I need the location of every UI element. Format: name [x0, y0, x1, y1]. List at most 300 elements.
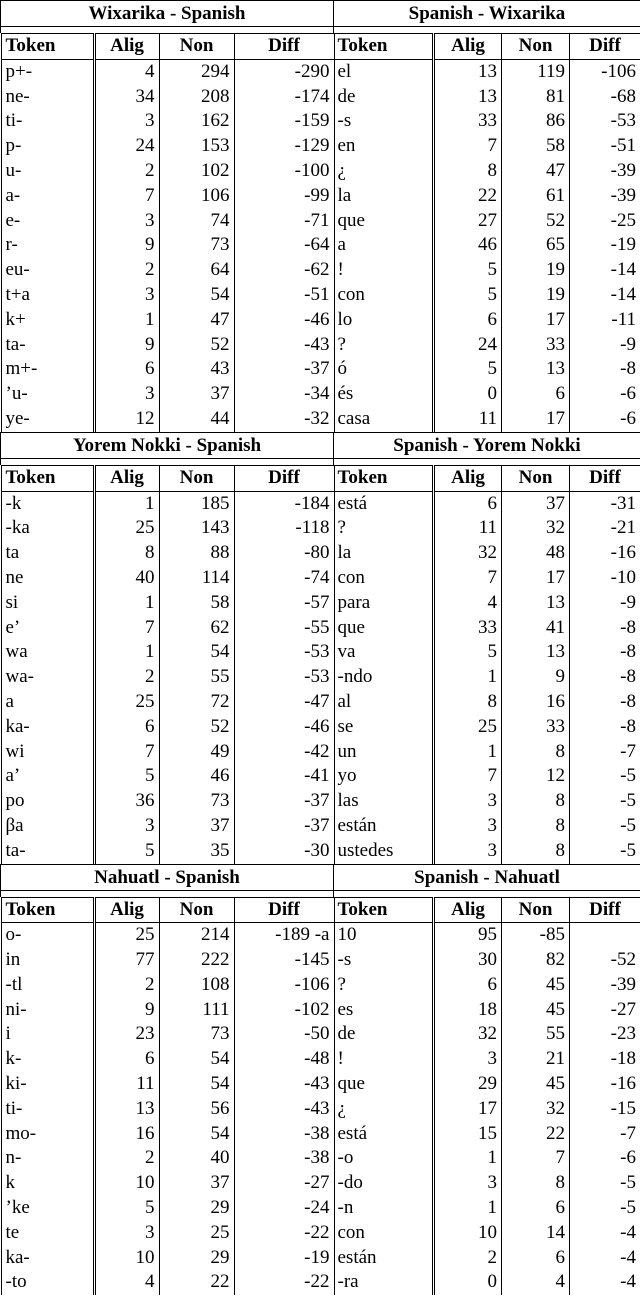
diff-cell: -41 — [234, 764, 334, 789]
alig-cell: 4 — [94, 1270, 159, 1295]
column-header-non: Non — [502, 897, 570, 923]
table-row — [334, 1146, 640, 1171]
token-cell: yo — [334, 764, 434, 789]
table-row — [1, 740, 334, 765]
diff-cell: -71 — [234, 209, 334, 234]
table-row — [334, 616, 640, 641]
table-row — [1, 382, 334, 407]
diff-cell: -100 — [234, 159, 334, 184]
alig-cell: 9 — [94, 233, 159, 258]
token-cell: ’ke — [1, 1196, 94, 1221]
token-cell: -s — [334, 948, 434, 973]
token-cell: ta- — [1, 333, 94, 358]
diff-cell: -37 — [234, 789, 334, 814]
token-cell: -k — [1, 491, 94, 516]
alig-cell: 12 — [94, 407, 159, 432]
block-title-left: Yorem Nokki - Spanish — [1, 432, 334, 458]
non-cell: 119 — [502, 59, 570, 84]
token-cell: el — [334, 59, 434, 84]
table-row — [1, 764, 334, 789]
non-cell: 52 — [502, 209, 570, 234]
table-row — [334, 1246, 640, 1271]
diff-cell: -9 — [570, 591, 640, 616]
alig-cell: 15 — [434, 1122, 502, 1147]
non-cell: 47 — [159, 308, 234, 333]
alig-cell: 1 — [94, 491, 159, 516]
token-cell: a — [1, 690, 94, 715]
table-row — [334, 591, 640, 616]
table-row — [334, 258, 640, 283]
token-cell: ti- — [1, 1097, 94, 1122]
non-cell: 45 — [502, 973, 570, 998]
table-row — [1, 491, 334, 516]
alig-cell: 16 — [94, 1122, 159, 1147]
token-cell: p+- — [1, 59, 94, 84]
table-row — [1, 516, 334, 541]
table-row — [334, 382, 640, 407]
table-row — [1, 591, 334, 616]
table-row — [334, 516, 640, 541]
block-left — [1, 33, 334, 432]
non-cell: 162 — [159, 109, 234, 134]
table-row — [1, 184, 334, 209]
token-cell: un — [334, 740, 434, 765]
alig-cell: 2 — [94, 258, 159, 283]
table-row — [1, 973, 334, 998]
column-header-token: Token — [1, 897, 94, 923]
table-row — [1, 789, 334, 814]
alig-cell: 10 — [434, 1221, 502, 1246]
non-cell: 55 — [502, 1022, 570, 1047]
diff-cell: -6 — [570, 1146, 640, 1171]
block-title-left: Wixarika - Spanish — [1, 1, 334, 27]
table-row — [334, 665, 640, 690]
alig-cell: 13 — [434, 85, 502, 110]
token-cell: ! — [334, 258, 434, 283]
token-cell: que — [334, 209, 434, 234]
diff-cell: -39 — [570, 159, 640, 184]
table-row — [1, 640, 334, 665]
alig-cell: 3 — [434, 839, 502, 864]
token-cell: i — [1, 1022, 94, 1047]
token-cell: es — [334, 998, 434, 1023]
non-cell: 46 — [159, 764, 234, 789]
diff-cell: -43 — [234, 333, 334, 358]
token-cell: ka- — [1, 715, 94, 740]
token-cell: ustedes — [334, 839, 434, 864]
non-cell: 6 — [502, 1246, 570, 1271]
alig-cell: 3 — [94, 1221, 159, 1246]
block-title-right: Spanish - Yorem Nokki — [334, 432, 640, 458]
table-row — [334, 1221, 640, 1246]
diff-cell: -52 — [570, 948, 640, 973]
non-cell: 45 — [502, 1072, 570, 1097]
diff-cell: -4 — [570, 1246, 640, 1271]
diff-cell: -8 — [570, 640, 640, 665]
diff-cell: -22 — [234, 1270, 334, 1295]
column-header-token: Token — [1, 465, 94, 491]
token-cell: en — [334, 134, 434, 159]
non-cell: 54 — [159, 1047, 234, 1072]
alig-cell: 9 — [94, 998, 159, 1023]
alig-cell: 7 — [434, 764, 502, 789]
token-cell: wa- — [1, 665, 94, 690]
token-cell: las — [334, 789, 434, 814]
non-cell: 58 — [159, 591, 234, 616]
token-cell: u- — [1, 159, 94, 184]
non-cell: 8 — [502, 839, 570, 864]
table-row — [1, 134, 334, 159]
token-cell: a — [334, 233, 434, 258]
diff-cell: -10 — [570, 566, 640, 591]
token-cell: con — [334, 566, 434, 591]
right-subtable — [334, 897, 640, 1296]
alig-cell: 6 — [434, 308, 502, 333]
alig-cell: 3 — [434, 1047, 502, 1072]
diff-cell: -53 — [234, 640, 334, 665]
alig-cell: 27 — [434, 209, 502, 234]
table-row — [1, 690, 334, 715]
diff-cell: -5 — [570, 1171, 640, 1196]
header-row — [334, 34, 640, 60]
table-row — [1, 1047, 334, 1072]
non-cell: 54 — [159, 283, 234, 308]
column-header-token: Token — [334, 897, 434, 923]
left-subtable — [1, 465, 335, 864]
alig-cell: 7 — [434, 566, 502, 591]
table-row — [1, 616, 334, 641]
diff-cell: -51 — [570, 134, 640, 159]
table-row — [1, 258, 334, 283]
alig-cell: 5 — [434, 640, 502, 665]
token-cell: con — [334, 1221, 434, 1246]
diff-cell: -31 — [570, 491, 640, 516]
alig-cell: 32 — [434, 541, 502, 566]
non-cell: 54 — [159, 1122, 234, 1147]
diff-cell: -24 — [234, 1196, 334, 1221]
table-row — [1, 333, 334, 358]
token-cell: e’ — [1, 616, 94, 641]
non-cell: 52 — [159, 715, 234, 740]
block-title-left: Nahuatl - Spanish — [1, 864, 334, 890]
block-title-right: Spanish - Wixarika — [334, 1, 640, 27]
non-cell: 6 — [502, 1196, 570, 1221]
token-cell: ne — [1, 566, 94, 591]
table-row — [334, 998, 640, 1023]
block-left — [1, 897, 334, 1296]
token-cell: e- — [1, 209, 94, 234]
table-row — [1, 357, 334, 382]
token-cell: están — [334, 1246, 434, 1271]
alig-cell: 11 — [94, 1072, 159, 1097]
diff-cell: -42 — [234, 740, 334, 765]
table-row — [1, 1097, 334, 1122]
column-header-alig: Alig — [434, 897, 502, 923]
token-cell: -ra — [334, 1270, 434, 1295]
non-cell: 143 — [159, 516, 234, 541]
table-row — [1, 1196, 334, 1221]
diff-cell: -5 — [570, 764, 640, 789]
table-row — [1, 233, 334, 258]
non-cell: 29 — [159, 1196, 234, 1221]
alig-cell: 1 — [434, 665, 502, 690]
diff-cell: -290 — [234, 59, 334, 84]
alig-cell: 7 — [434, 134, 502, 159]
diff-cell: -14 — [570, 283, 640, 308]
diff-cell: -99 — [234, 184, 334, 209]
diff-cell: -5 — [570, 839, 640, 864]
non-cell: 13 — [502, 640, 570, 665]
non-cell: 37 — [159, 1171, 234, 1196]
non-cell: 22 — [502, 1122, 570, 1147]
block-title-row — [1, 864, 640, 890]
token-cell: mo- — [1, 1122, 94, 1147]
table-row — [334, 715, 640, 740]
token-cell: ! — [334, 1047, 434, 1072]
token-cell: va — [334, 640, 434, 665]
table-row — [334, 740, 640, 765]
diff-cell: -34 — [234, 382, 334, 407]
non-cell: 6 — [502, 382, 570, 407]
non-cell: 73 — [159, 789, 234, 814]
alig-cell: 2 — [94, 973, 159, 998]
table-row — [334, 640, 640, 665]
non-cell: 35 — [159, 839, 234, 864]
non-cell: 17 — [502, 566, 570, 591]
table-row — [334, 1270, 640, 1295]
left-subtable — [1, 33, 335, 432]
table-row — [1, 59, 334, 84]
diff-cell: -7 — [570, 1122, 640, 1147]
non-cell: 49 — [159, 740, 234, 765]
diff-cell: -37 — [234, 357, 334, 382]
table-row — [334, 184, 640, 209]
token-cell: p- — [1, 134, 94, 159]
diff-cell: -174 — [234, 85, 334, 110]
diff-cell: -55 — [234, 616, 334, 641]
table-row — [1, 715, 334, 740]
non-cell: 41 — [502, 616, 570, 641]
alig-cell: 29 — [434, 1072, 502, 1097]
non-cell: 33 — [502, 715, 570, 740]
table-row — [334, 134, 640, 159]
non-cell: 74 — [159, 209, 234, 234]
table-row — [1, 159, 334, 184]
token-cell: está — [334, 1122, 434, 1147]
diff-cell: -39 — [570, 973, 640, 998]
non-cell: 102 — [159, 159, 234, 184]
token-cell: k+ — [1, 308, 94, 333]
column-header-alig: Alig — [94, 465, 159, 491]
alig-cell: 1 — [94, 591, 159, 616]
alig-cell: 6 — [434, 491, 502, 516]
alig-cell: 3 — [434, 1171, 502, 1196]
alig-cell: 5 — [434, 283, 502, 308]
table-row — [334, 308, 640, 333]
diff-cell: -4 — [570, 1270, 640, 1295]
non-cell: 62 — [159, 616, 234, 641]
diff-cell: -8 — [570, 357, 640, 382]
diff-cell: -159 — [234, 109, 334, 134]
non-cell: 32 — [502, 516, 570, 541]
diff-cell: -38 — [234, 1122, 334, 1147]
alig-cell: 3 — [94, 283, 159, 308]
table-row — [334, 764, 640, 789]
table-row — [1, 839, 334, 864]
non-cell: 19 — [502, 258, 570, 283]
non-cell: 19 — [502, 283, 570, 308]
right-subtable — [334, 465, 640, 864]
non-cell: 73 — [159, 1022, 234, 1047]
alig-cell: 25 — [94, 516, 159, 541]
alig-cell: 3 — [94, 382, 159, 407]
alig-cell: 6 — [94, 715, 159, 740]
alig-cell: 8 — [434, 690, 502, 715]
header-row — [334, 465, 640, 491]
token-cell: -o — [334, 1146, 434, 1171]
table-row — [1, 566, 334, 591]
table-row — [334, 1097, 640, 1122]
non-cell: 56 — [159, 1097, 234, 1122]
column-header-diff: Diff — [234, 897, 334, 923]
alig-cell: 2 — [94, 1146, 159, 1171]
token-cell: casa — [334, 407, 434, 432]
diff-cell: -184 — [234, 491, 334, 516]
non-cell: 54 — [159, 1072, 234, 1097]
token-cell: -do — [334, 1171, 434, 1196]
diff-cell: -7 — [570, 740, 640, 765]
table-row — [334, 690, 640, 715]
block-body-row — [1, 465, 640, 864]
diff-cell: -46 — [234, 308, 334, 333]
non-cell: 37 — [159, 814, 234, 839]
alig-cell: 1 — [434, 1196, 502, 1221]
alig-cell: 0 — [434, 382, 502, 407]
diff-cell: -62 — [234, 258, 334, 283]
token-cell: -s — [334, 109, 434, 134]
non-cell: 81 — [502, 85, 570, 110]
table-row — [334, 1171, 640, 1196]
table-row — [334, 789, 640, 814]
block-title-row — [1, 1, 640, 27]
token-cell: ni- — [1, 998, 94, 1023]
alig-cell: 3 — [94, 209, 159, 234]
diff-cell: -48 — [234, 1047, 334, 1072]
alig-cell: 40 — [94, 566, 159, 591]
non-cell: 9 — [502, 665, 570, 690]
alig-cell: 77 — [94, 948, 159, 973]
diff-cell: -68 — [570, 85, 640, 110]
alig-cell: 25 — [94, 690, 159, 715]
diff-cell: -106 — [570, 59, 640, 84]
alig-cell: 24 — [434, 333, 502, 358]
non-cell: 22 — [159, 1270, 234, 1295]
token-cell: ¿ — [334, 1097, 434, 1122]
token-cell: te — [1, 1221, 94, 1246]
token-cell: está — [334, 491, 434, 516]
non-cell: 54 — [159, 640, 234, 665]
alig-cell: 13 — [94, 1097, 159, 1122]
diff-cell: -38 — [234, 1146, 334, 1171]
alig-cell: 46 — [434, 233, 502, 258]
non-cell: 25 — [159, 1221, 234, 1246]
diff-cell: -8 — [570, 665, 640, 690]
non-cell: 72 — [159, 690, 234, 715]
token-cell: ta- — [1, 839, 94, 864]
alig-cell: 11 — [434, 407, 502, 432]
non-cell: 32 — [502, 1097, 570, 1122]
table-row — [1, 283, 334, 308]
diff-cell: -80 — [234, 541, 334, 566]
alig-cell: 5 — [94, 764, 159, 789]
token-cell: eu- — [1, 258, 94, 283]
alig-cell: 24 — [94, 134, 159, 159]
table-row — [334, 923, 640, 948]
token-cell: ti- — [1, 109, 94, 134]
column-header-non: Non — [159, 897, 234, 923]
non-cell: 8 — [502, 1171, 570, 1196]
diff-cell: -145 — [234, 948, 334, 973]
token-cell: de — [334, 85, 434, 110]
table-row — [334, 566, 640, 591]
non-cell: 44 — [159, 407, 234, 432]
diff-cell: -8 — [570, 715, 640, 740]
alig-cell: 4 — [434, 591, 502, 616]
diff-cell: -9 — [570, 333, 640, 358]
diff-cell: -46 — [234, 715, 334, 740]
alig-cell: 7 — [94, 616, 159, 641]
alig-cell: 11 — [434, 516, 502, 541]
column-header-alig: Alig — [434, 465, 502, 491]
token-cell: ó — [334, 357, 434, 382]
column-header-non: Non — [502, 34, 570, 60]
token-cell: ka- — [1, 1246, 94, 1271]
token-cell: o- — [1, 923, 94, 948]
column-header-token: Token — [334, 465, 434, 491]
diff-cell: -39 — [570, 184, 640, 209]
diff-cell: -106 — [234, 973, 334, 998]
alig-cell: 6 — [94, 357, 159, 382]
table-row — [334, 59, 640, 84]
non-cell: 8 — [502, 814, 570, 839]
alig-cell: 5 — [434, 258, 502, 283]
non-cell: 17 — [502, 308, 570, 333]
diff-cell: -4 — [570, 1221, 640, 1246]
diff-cell: -51 — [234, 283, 334, 308]
diff-cell: -16 — [570, 1072, 640, 1097]
non-cell: 45 — [502, 998, 570, 1023]
table-row — [334, 1196, 640, 1221]
alig-cell: 2 — [94, 159, 159, 184]
alig-cell: 1 — [434, 740, 502, 765]
alig-cell: 1 — [94, 640, 159, 665]
non-cell: 111 — [159, 998, 234, 1023]
diff-cell: -23 — [570, 1022, 640, 1047]
table-row — [1, 998, 334, 1023]
diff-cell: -22 — [234, 1221, 334, 1246]
token-cell: ? — [334, 973, 434, 998]
alig-cell: 36 — [94, 789, 159, 814]
token-cell: la — [334, 184, 434, 209]
token-cell: ? — [334, 333, 434, 358]
diff-cell: -43 — [234, 1072, 334, 1097]
alig-cell: 2 — [434, 1246, 502, 1271]
table-row — [1, 814, 334, 839]
non-cell: 13 — [502, 591, 570, 616]
non-cell: 8 — [502, 789, 570, 814]
table-row — [334, 233, 640, 258]
diff-cell: -5 — [570, 814, 640, 839]
